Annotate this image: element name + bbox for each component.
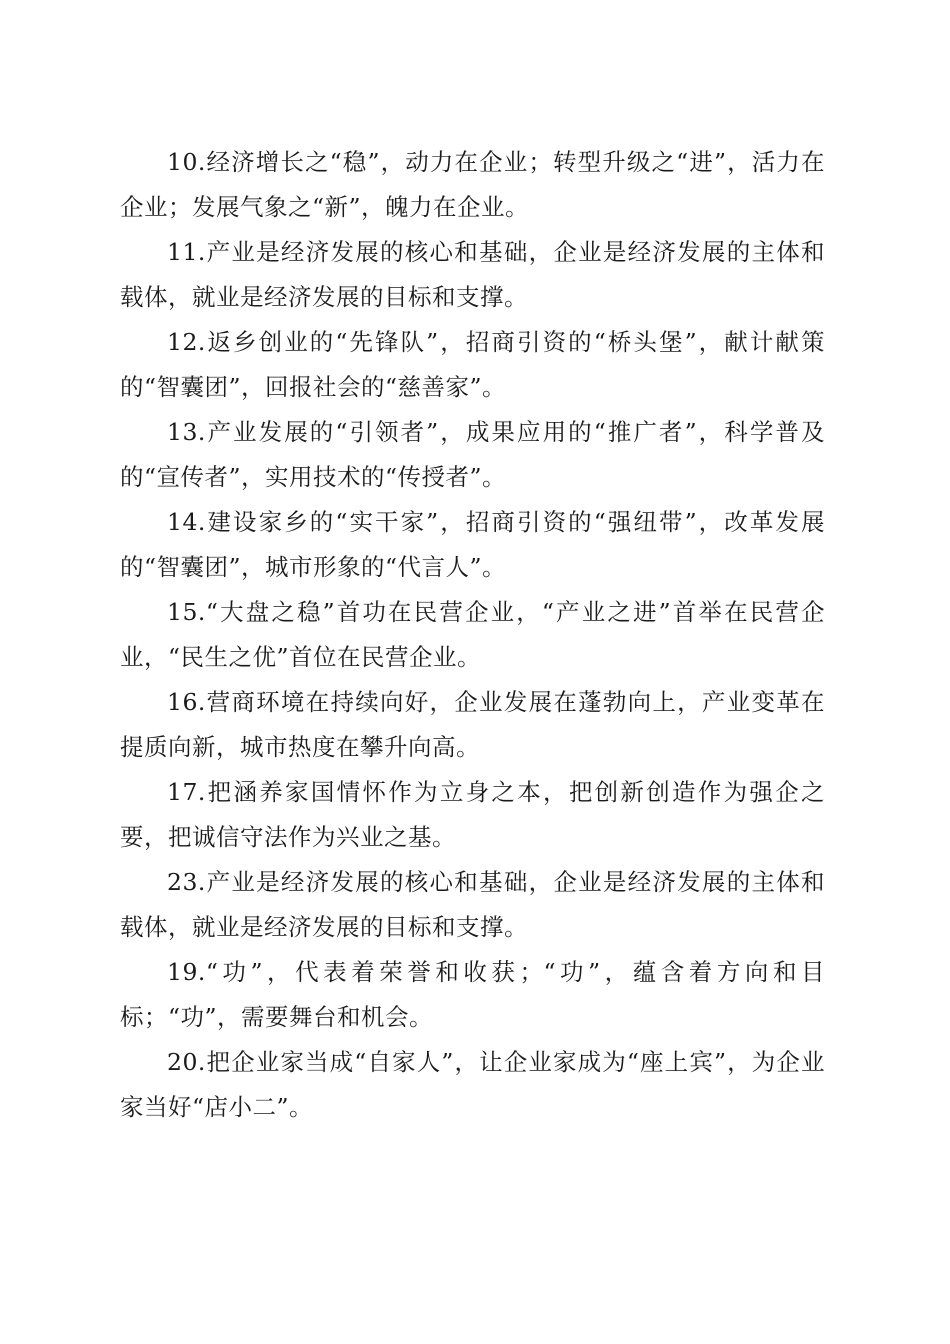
paragraph-12: 12.返乡创业的“先锋队”，招商引资的“桥头堡”，献计献策的“智囊团”，回报社会的“慈善家”。 [120, 328, 825, 401]
paragraph-10: 10.经济增长之“稳”，动力在企业；转型升级之“进”，活力在企业；发展气象之“新”，魄力在企业。 [120, 148, 825, 221]
paragraph-14: 14.建设家乡的“实干家”，招商引资的“强纽带”，改革发展的“智囊团”，城市形象的“代言人”。 [120, 508, 825, 581]
paragraph-23: 23.产业是经济发展的核心和基础，企业是经济发展的主体和载体，就业是经济发展的目标和支撑。 [120, 868, 825, 941]
paragraph-19: 19.“功”，代表着荣誉和收获；“功”，蕴含着方向和目标；“功”，需要舞台和机会。 [120, 958, 825, 1031]
paragraph-20: 20.把企业家当成“自家人”，让企业家成为“座上宾”，为企业家当好“店小二”。 [120, 1048, 825, 1121]
paragraph-17: 17.把涵养家国情怀作为立身之本，把创新创造作为强企之要，把诚信守法作为兴业之基。 [120, 778, 825, 851]
paragraph-11: 11.产业是经济发展的核心和基础，企业是经济发展的主体和载体，就业是经济发展的目标和支撑。 [120, 238, 825, 311]
document-body [120, 140, 825, 1130]
paragraph-16: 16.营商环境在持续向好，企业发展在蓬勃向上，产业变革在提质向新，城市热度在攀升向高。 [120, 688, 825, 761]
paragraph-13: 13.产业发展的“引领者”，成果应用的“推广者”，科学普及的“宣传者”，实用技术的“传授者”。 [120, 418, 825, 491]
paragraph-15: 15.“大盘之稳”首功在民营企业，“产业之进”首举在民营企业，“民生之优”首位在民营企业。 [120, 598, 825, 671]
